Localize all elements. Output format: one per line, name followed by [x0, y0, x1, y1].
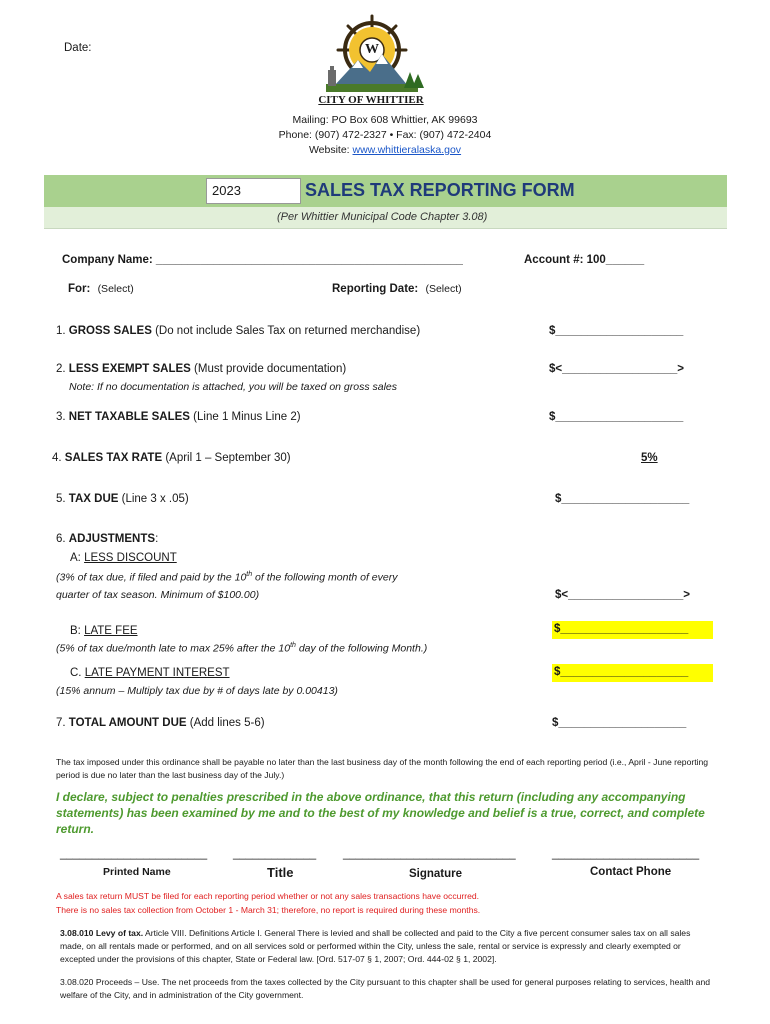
adjustment-a-note-1-sup: th: [246, 571, 253, 578]
line-6-colon: :: [155, 533, 159, 545]
logo-text: CITY OF WHITTIER: [318, 94, 424, 106]
reporting-date-select[interactable]: (Select): [425, 283, 462, 295]
line-7: [56, 717, 265, 729]
adjustment-a-note-1-end: of the following month of every: [252, 571, 398, 584]
signature-line[interactable]: ___________________________: [343, 848, 516, 860]
date-label: Date:: [64, 42, 92, 54]
line-2-title: LESS EXEMPT SALES: [68, 363, 191, 375]
printed-name-line[interactable]: _______________________: [60, 848, 208, 860]
adjustment-c-title: LATE PAYMENT INTEREST: [84, 667, 230, 679]
adjustment-a: [70, 552, 177, 564]
line-1-amount[interactable]: $____________________: [549, 325, 684, 337]
for-row: [68, 283, 134, 295]
adjustment-c-note: (15% annum – Multiply tax due by # of days late by 0.00413): [56, 685, 338, 697]
line-4: [52, 452, 291, 464]
line-2: [56, 363, 346, 375]
line-3-number: 3.: [56, 411, 66, 423]
line-7-amount[interactable]: $____________________: [552, 717, 687, 729]
levy-text: [60, 927, 716, 966]
for-label: For:: [68, 283, 91, 295]
line-3-amount[interactable]: $____________________: [549, 411, 684, 423]
line-5-desc: (Line 3 x .05): [118, 493, 189, 505]
adjustment-a-note-1: [56, 571, 397, 584]
form-title: SALES TAX REPORTING FORM: [305, 180, 575, 200]
adjustment-b-note: [56, 642, 427, 655]
adjustment-c-amount[interactable]: $____________________: [552, 664, 713, 682]
line-4-rate: 5%: [641, 452, 658, 464]
line-4-number: 4.: [52, 452, 62, 464]
printed-name-label: Printed Name: [103, 866, 171, 878]
line-1: [56, 325, 420, 337]
adjustment-b-title: LATE FEE: [84, 625, 138, 637]
collection-notice: There is no sales tax collection from October 1 - March 31; therefore, no report is required during these months.: [56, 905, 481, 915]
adjustment-b-amount[interactable]: $____________________: [552, 621, 713, 639]
line-2-amount[interactable]: $<__________________>: [549, 363, 684, 375]
line-1-title: GROSS SALES: [68, 325, 152, 337]
line-5: [56, 493, 189, 505]
company-name-field[interactable]: Company Name: ________________________________________________: [62, 254, 463, 266]
levy-title: 3.08.010 Levy of tax.: [60, 928, 144, 938]
adjustment-a-amount[interactable]: $<__________________>: [555, 589, 690, 601]
contact-phone-label: Contact Phone: [590, 866, 672, 878]
title-label: Title: [267, 865, 294, 880]
adjustment-c-label: C.: [70, 667, 85, 679]
line-5-amount[interactable]: $____________________: [555, 493, 690, 505]
year-field[interactable]: 2023: [206, 178, 301, 204]
adjustment-a-label: A:: [70, 552, 85, 564]
website-link[interactable]: www.whittieralaska.gov: [352, 144, 462, 156]
line-2-number: 2.: [56, 363, 66, 375]
line-1-desc: (Do not include Sales Tax on returned merchandise): [151, 325, 421, 337]
reporting-date-label: Reporting Date:: [332, 283, 419, 295]
title-line[interactable]: _____________: [233, 848, 317, 860]
line-6: [56, 533, 158, 545]
reporting-date-row: [332, 283, 462, 295]
line-3: [56, 411, 301, 423]
ordinance-text: The tax imposed under this ordinance shall be payable no later than the last business day of the month following the end of each reporting period (i.e., April - June reporting period is due no later than the last business day of the July.): [56, 757, 709, 780]
adjustment-b: [70, 625, 138, 637]
adjustment-a-note-2: quarter of tax season. Minimum of $100.00): [56, 589, 260, 601]
adjustment-a-title: LESS DISCOUNT: [84, 552, 177, 564]
line-1-number: 1.: [56, 325, 66, 337]
line-7-title: TOTAL AMOUNT DUE: [68, 717, 187, 729]
city-logo: [318, 14, 426, 106]
website-prefix: Website:: [308, 144, 353, 156]
for-select[interactable]: (Select): [97, 283, 134, 295]
line-7-desc: (Add lines 5-6): [186, 717, 265, 729]
filing-notice: A sales tax return MUST be filed for each reporting period whether or not any sales transactions have occurred.: [56, 891, 480, 901]
account-number-field[interactable]: Account #: 100______: [524, 254, 645, 266]
line-7-number: 7.: [56, 717, 66, 729]
signature-label: Signature: [409, 868, 463, 880]
adjustment-b-note-sup: th: [290, 642, 296, 649]
line-2-note: Note: If no documentation is attached, you will be taxed on gross sales: [69, 381, 398, 393]
adjustment-a-note-1-text: (3% of tax due, if filed and paid by the 10: [56, 571, 247, 584]
levy-body: Article VIII. Definitions Article I. General There is levied and shall be collected and paid to the City a five percent consumer sales tax on all sales made, on all rentals made or performed, and on all services sold or performed within the City, unless the sale, rental or service is expressly and clearly exempted or excepted under the provisions of this chapter, State or Federal law. [Ord. 517-07 § 1, 2007; Ord. 444-02 § 1, 2002].: [60, 928, 691, 964]
line-4-desc: (April 1 – September 30): [162, 452, 291, 464]
line-3-desc: (Line 1 Minus Line 2): [189, 411, 301, 423]
proceeds-text: 3.08.020 Proceeds – Use. The net proceeds from the taxes collected by the City pursuant to this chapter shall be used for general purposes relating to services, health and welfare of the City, and in administration of the City government.: [60, 977, 711, 1000]
adjustment-b-note-end: day of the following Month.): [295, 642, 428, 655]
line-5-number: 5.: [56, 493, 66, 505]
mailing-address: Mailing: PO Box 608 Whittier, AK 99693: [292, 114, 478, 126]
adjustment-b-note-text: (5% of tax due/month late to max 25% after the 10: [56, 642, 291, 655]
website-line: [185, 144, 585, 156]
logo-letter: W: [365, 42, 379, 57]
declaration-text: I declare, subject to penalties prescribed in the above ordinance, that this return (including any accompanying statements) has been examined by me and to the best of my knowledge and belief is a true, correct, and complete return.: [56, 790, 705, 836]
contact-phone-line[interactable]: _______________________: [552, 848, 700, 860]
line-6-title: ADJUSTMENTS: [68, 533, 156, 545]
line-6-number: 6.: [56, 533, 66, 545]
form-subtitle: (Per Whittier Municipal Code Chapter 3.08): [277, 211, 488, 223]
adjustment-b-label: B:: [70, 625, 85, 637]
line-2-desc: (Must provide documentation): [190, 363, 347, 375]
line-3-title: NET TAXABLE SALES: [68, 411, 190, 423]
line-4-title: SALES TAX RATE: [64, 452, 163, 464]
phone-fax: Phone: (907) 472-2327 • Fax: (907) 472-2404: [278, 129, 492, 141]
adjustment-c: [70, 667, 230, 679]
line-5-title: TAX DUE: [68, 493, 119, 505]
